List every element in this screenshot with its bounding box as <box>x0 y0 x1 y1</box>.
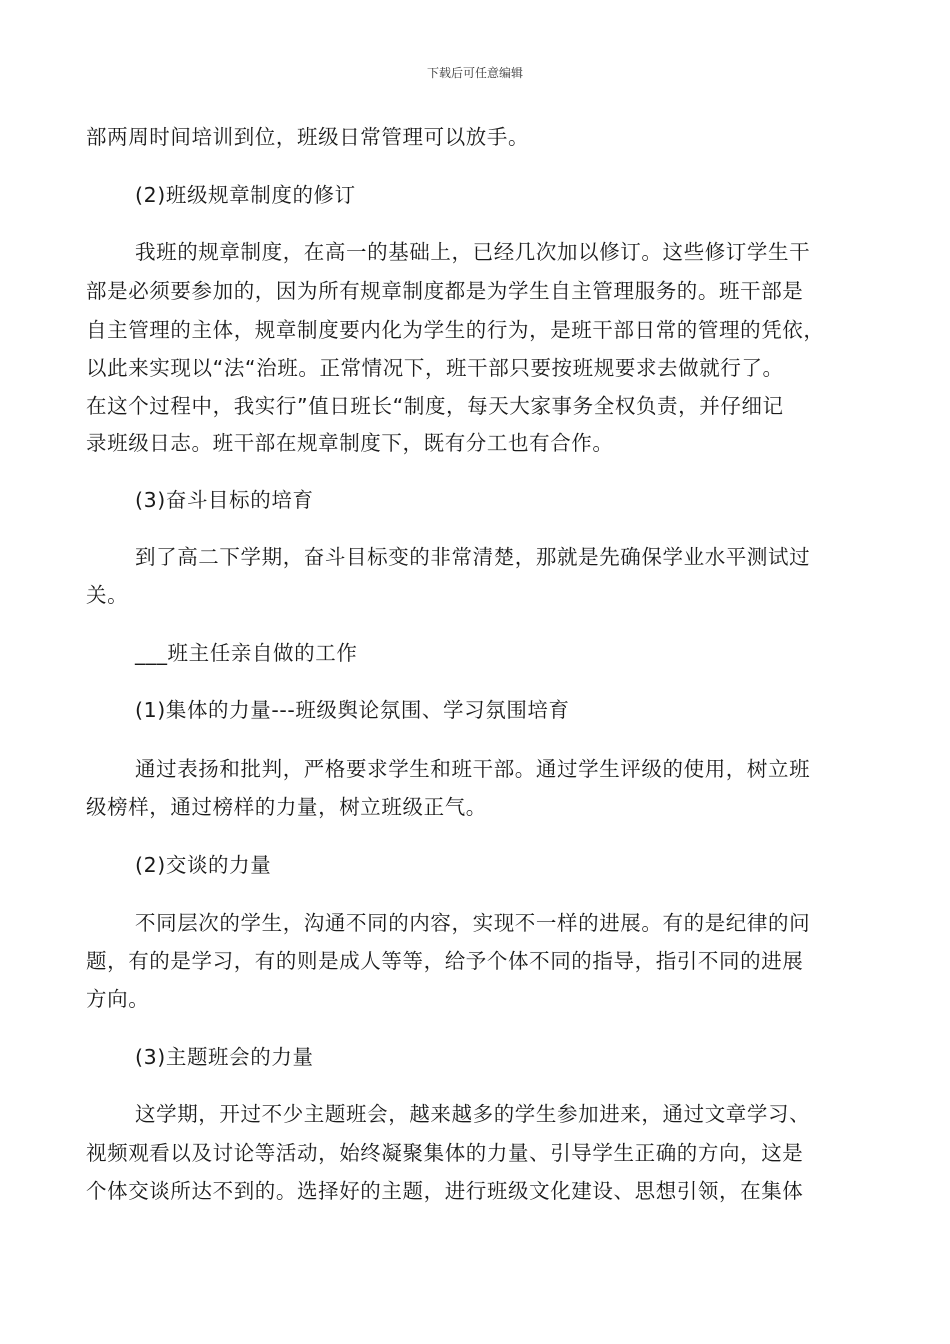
section-heading: (1)集体的力量---班级舆论氛围、学习氛围培育 <box>135 698 570 722</box>
paragraph-line: 录班级日志。班干部在规章制度下，既有分工也有合作。 <box>86 431 614 455</box>
paragraph-line: 部两周时间培训到位，班级日常管理可以放手。 <box>86 125 530 149</box>
paragraph-line: 不同层次的学生，沟通不同的内容，实现不一样的进展。有的是纪律的问 <box>135 911 811 935</box>
paragraph-line: 题，有的是学习，有的则是成人等等，给予个体不同的指导，指引不同的进展 <box>86 949 804 973</box>
paragraph-line: 这学期，开过不少主题班会，越来越多的学生参加进来，通过文章学习、 <box>135 1102 811 1126</box>
paragraph-line: 关。 <box>86 583 129 607</box>
paragraph-line: 我班的规章制度，在高一的基础上，已经几次加以修订。这些修订学生干 <box>135 240 811 264</box>
paragraph-line: 到了高二下学期，奋斗目标变的非常清楚，那就是先确保学业水平测试过 <box>135 545 811 569</box>
paragraph-line: 级榜样，通过榜样的力量，树立班级正气。 <box>86 795 487 819</box>
paragraph-line: 在这个过程中，我实行”值日班长“制度，每天大家事务全权负责，并仔细记 <box>86 394 784 418</box>
paragraph-line: 个体交谈所达不到的。选择好的主题，进行班级文化建设、思想引领，在集体 <box>86 1179 804 1203</box>
section-heading: (3)奋斗目标的培育 <box>135 488 314 512</box>
paragraph-line: 部是必须要参加的，因为所有规章制度都是为学生自主管理服务的。班干部是 <box>86 279 804 303</box>
paragraph-line: 通过表扬和批判，严格要求学生和班干部。通过学生评级的使用，树立班 <box>135 757 811 781</box>
paragraph-line: 自主管理的主体，规章制度要内化为学生的行为，是班干部日常的管理的凭依， <box>86 318 825 342</box>
section-heading: (2)交谈的力量 <box>135 853 272 877</box>
paragraph-line: 方向。 <box>86 987 150 1011</box>
paragraph-line: 以此来实现以“法“治班。正常情况下，班干部只要按班规要求去做就行了。 <box>86 356 784 380</box>
section-heading: (3)主题班会的力量 <box>135 1045 314 1069</box>
section-heading: ___班主任亲自做的工作 <box>135 641 358 665</box>
section-heading: (2)班级规章制度的修订 <box>135 183 356 207</box>
page-header: 下载后可任意编辑 <box>426 66 523 80</box>
paragraph-line: 视频观看以及讨论等活动，始终凝聚集体的力量、引导学生正确的方向，这是 <box>86 1141 804 1165</box>
